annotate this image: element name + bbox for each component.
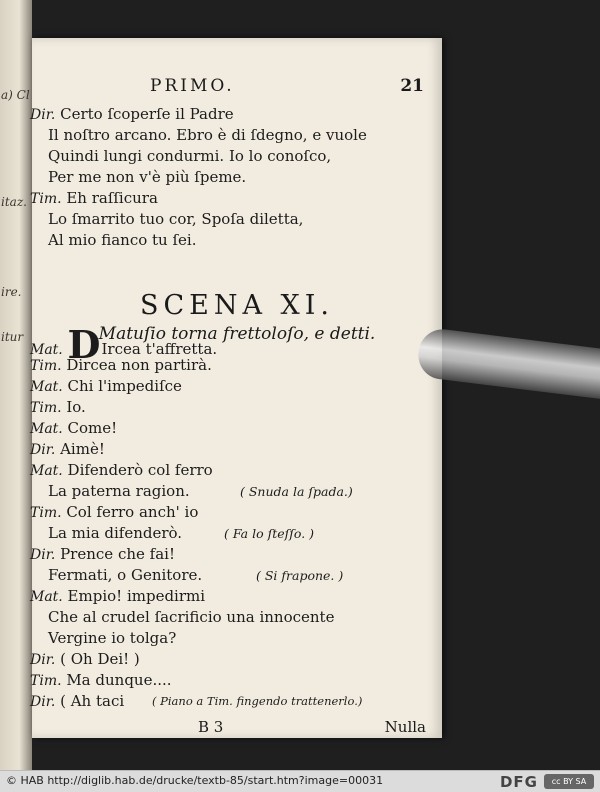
signature-mark: B 3 xyxy=(198,718,224,736)
dialogue-line xyxy=(30,649,140,670)
running-head: PRIMO. xyxy=(150,76,235,96)
license-badge[interactable]: cc BY SA xyxy=(544,774,594,789)
dialogue-line xyxy=(48,565,438,586)
line-text: Dircea non partirà. xyxy=(66,356,212,374)
scene-title: SCENA XI. xyxy=(139,290,335,321)
credit-text: © HAB http://diglib.hab.de/drucke/textb-85/start.htm?image=00031 xyxy=(6,774,384,787)
speaker-label: Mat. xyxy=(30,379,63,395)
line-text: La paterna ragion. xyxy=(48,482,190,500)
stage-direction: ( Si frapone. ) xyxy=(256,568,344,583)
page-number: 21 xyxy=(400,76,424,96)
speaker-label: Dir. xyxy=(30,694,56,710)
line-text: Per me non v'è più ſpeme. xyxy=(48,168,247,186)
margin-fragment: ire. xyxy=(1,285,22,299)
line-text: Io. xyxy=(66,398,86,416)
stage-direction: ( Fa lo ſteſſo. ) xyxy=(224,526,315,541)
dialogue-line xyxy=(48,628,176,649)
scene-subtitle: Matuſio torna frettoloſo, e detti. xyxy=(98,324,376,344)
speaker-label: Dir. xyxy=(30,442,56,458)
viewer-footer xyxy=(0,770,600,792)
line-text: Ircea t'affretta. xyxy=(101,340,218,358)
line-text: ( Oh Dei! ) xyxy=(60,650,140,668)
line-text: Eh raſſicura xyxy=(66,189,158,207)
dialogue-line xyxy=(48,125,367,146)
dialogue-line xyxy=(30,691,440,712)
dialogue-line xyxy=(48,230,196,251)
line-text: Che al crudel ſacrificio una innocente xyxy=(48,608,335,626)
speaker-label: Dir. xyxy=(30,547,56,563)
magnifier-overlay xyxy=(416,327,600,400)
line-text: Al mio fianco tu ſei. xyxy=(48,231,197,249)
line-text: Certo ſcoperſe il Padre xyxy=(60,105,234,123)
line-text: Quindi lungi condurmi. Io lo conoſco, xyxy=(48,147,332,165)
dialogue-line xyxy=(48,607,334,628)
adjacent-page-edge xyxy=(0,0,32,770)
line-text: Ma dunque.... xyxy=(66,671,172,689)
dialogue-line xyxy=(30,376,182,397)
speaker-label: Mat. xyxy=(30,342,63,358)
dialogue-line xyxy=(48,209,303,230)
stage-direction: ( Snuda la ſpada.) xyxy=(240,484,353,499)
line-text: Fermati, o Genitore. xyxy=(48,566,203,584)
dialogue-line xyxy=(30,502,198,523)
dialogue-line xyxy=(48,146,331,167)
line-text: Vergine io tolga? xyxy=(48,629,177,647)
line-text: Prence che fai! xyxy=(60,545,175,563)
page-header xyxy=(32,76,442,100)
line-text: Col ferro anch' io xyxy=(66,503,199,521)
line-text: Difenderò col ferro xyxy=(67,461,213,479)
line-text: Aimè! xyxy=(60,440,105,458)
page-footer xyxy=(32,718,442,740)
margin-fragment: a) Cl xyxy=(1,88,30,102)
dialogue-line xyxy=(30,460,213,481)
speaker-label: Dir. xyxy=(30,652,56,668)
line-text: Empio! impedirmi xyxy=(67,587,206,605)
dfg-logo[interactable]: DFG xyxy=(499,773,538,791)
credit-line[interactable] xyxy=(6,774,383,787)
margin-fragment: itur xyxy=(1,330,24,344)
speaker-label: Mat. xyxy=(30,589,63,605)
dialogue-line xyxy=(30,188,158,209)
dialogue-line xyxy=(30,397,86,418)
line-text: Come! xyxy=(67,419,118,437)
speaker-label: Tim. xyxy=(30,191,62,207)
dialogue-line xyxy=(30,104,234,125)
dialogue-line xyxy=(30,418,117,439)
line-text: La mia difenderò. xyxy=(48,524,183,542)
speaker-label: Mat. xyxy=(30,463,63,479)
dialogue-line xyxy=(48,167,246,188)
dialogue-line xyxy=(30,544,175,565)
speaker-label: Mat. xyxy=(30,421,63,437)
line-text: Il noſtro arcano. Ebro è di ſdegno, e vuole xyxy=(48,126,367,144)
speaker-label: Tim. xyxy=(30,358,62,374)
speaker-label: Tim. xyxy=(30,400,62,416)
speaker-label: Tim. xyxy=(30,673,62,689)
speaker-label: Tim. xyxy=(30,505,62,521)
line-text: Chi l'impediſce xyxy=(67,377,182,395)
line-text: ( Ah taci xyxy=(60,692,125,710)
catchword: Nulla xyxy=(384,718,426,736)
dialogue-line xyxy=(48,481,438,502)
dialogue-line xyxy=(30,439,105,460)
dialogue-line xyxy=(30,355,212,376)
speaker-label: Dir. xyxy=(30,107,56,123)
dialogue-line xyxy=(30,670,172,691)
book-page xyxy=(32,38,442,738)
stage-direction: ( Piano a Tim. fingendo trattenerlo.) xyxy=(152,694,363,708)
margin-fragment: itaz. xyxy=(1,195,27,209)
dialogue-line xyxy=(48,523,438,544)
line-text: Lo ſmarrito tuo cor, Spoſa diletta, xyxy=(48,210,304,228)
drop-capital: D xyxy=(67,322,101,367)
dialogue-line xyxy=(30,586,205,607)
